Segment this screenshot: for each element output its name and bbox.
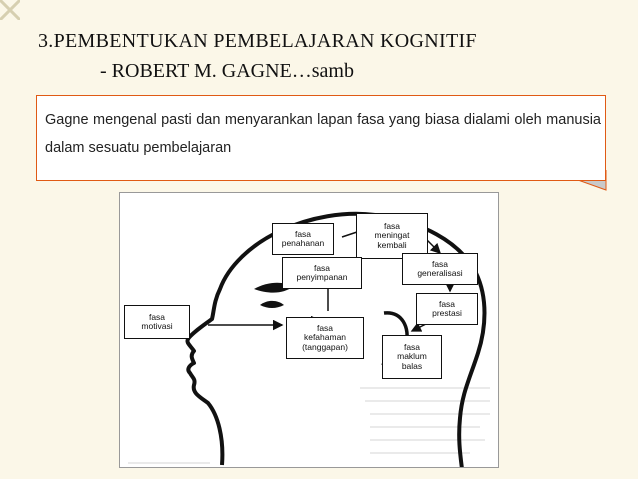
node-penyimpanan-line2: penyimpanan — [296, 272, 348, 282]
node-fasa-maklum-balas — [382, 335, 442, 379]
node-maklum-line1: fasa — [403, 341, 421, 352]
node-penahanan-line2: penahanan — [281, 238, 325, 248]
node-generalisasi-line1: fasa — [431, 258, 449, 269]
node-maklum-line3: balas — [401, 360, 423, 371]
callout-text: Gagne mengenal pasti dan menyarankan lapan fasa yang biasa dialami oleh manusia dalam sesuatu pembelajaran — [45, 112, 601, 156]
node-prestasi-line1: fasa — [438, 298, 456, 309]
corner-cross-icon — [0, 0, 20, 20]
node-meningat-line1: fasa — [383, 220, 401, 231]
node-kefahaman-line3: (tanggapan) — [302, 341, 348, 352]
slide-subtitle: - ROBERT M. GAGNE…samb — [100, 60, 354, 82]
node-meningat-line3: kembali — [377, 239, 407, 250]
node-fasa-kefahaman — [286, 317, 364, 359]
node-fasa-motivasi — [124, 305, 190, 339]
slide-title: 3.PEMBENTUKAN PEMBELAJARAN KOGNITIF — [38, 30, 477, 52]
node-maklum-line2: maklum — [397, 351, 427, 362]
node-penyimpanan-line1: fasa — [313, 262, 331, 273]
node-fasa-penahanan — [272, 223, 334, 255]
node-motivasi-line1: fasa — [148, 311, 166, 322]
node-fasa-penyimpanan — [282, 257, 362, 289]
node-prestasi-line2: prestasi — [432, 308, 462, 318]
node-fasa-generalisasi — [402, 253, 478, 285]
background-text-lines — [128, 388, 490, 463]
node-penahanan-line1: fasa — [294, 228, 312, 239]
callout-box — [36, 95, 606, 181]
gagne-phases-figure — [119, 192, 499, 468]
node-generalisasi-line2: generalisasi — [417, 268, 463, 278]
node-meningat-line2: meningat — [374, 230, 410, 241]
node-kefahaman-line1: fasa — [316, 322, 334, 333]
node-motivasi-line2: motivasi — [141, 321, 173, 331]
node-fasa-prestasi — [416, 293, 478, 325]
eye-shape — [260, 301, 284, 308]
node-kefahaman-line2: kefahaman — [303, 332, 347, 343]
